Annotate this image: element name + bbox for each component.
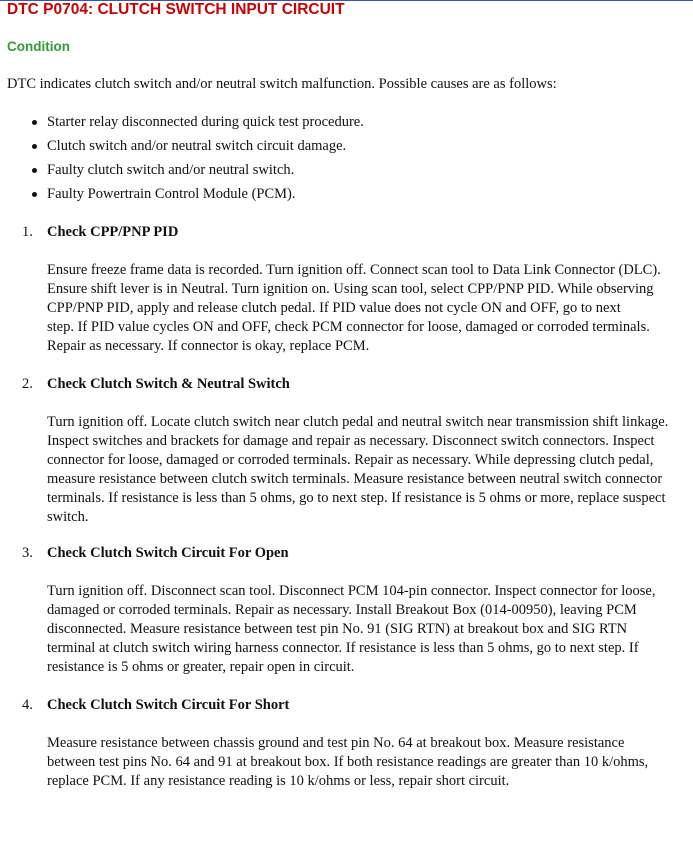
step-title: Check CPP/PNP PID xyxy=(47,224,179,240)
step-number: 3. xyxy=(22,545,33,561)
step-line: connector for loose, damaged or corroded terminals. Repair as necessary. While depressing clutch pedal, xyxy=(47,452,654,468)
step-number: 4. xyxy=(22,697,33,713)
condition-heading: Condition xyxy=(7,39,70,54)
step-body xyxy=(47,582,693,677)
step-line: terminal at clutch switch wiring harness connector. If resistance is less than 5 ohms, go to next step. If xyxy=(47,640,639,656)
step-number: 1. xyxy=(22,224,33,240)
step-line: Ensure freeze frame data is recorded. Turn ignition off. Connect scan tool to Data Link Connector (DLC). xyxy=(47,262,661,278)
cause-text: Starter relay disconnected during quick test procedure. xyxy=(47,114,364,130)
cause-text: Clutch switch and/or neutral switch circuit damage. xyxy=(47,138,347,154)
step-line: Inspect switches and brackets for damage and repair as necessary. Disconnect switch connectors. Inspect xyxy=(47,433,655,449)
step-line: terminals. If resistance is less than 5 ohms, go to next step. If resistance is 5 ohms or more, replace suspect xyxy=(47,490,666,506)
cause-item xyxy=(47,113,364,137)
step-line: CPP/PNP PID, apply and release clutch pedal. If PID value does not cycle ON and OFF, go to next xyxy=(47,300,621,316)
step-line: Ensure shift lever is in Neutral. Turn ignition on. Using scan tool, select CPP/PNP PID. While observing xyxy=(47,281,654,297)
step-line: Turn ignition off. Locate clutch switch near clutch pedal and neutral switch near transmission shift linkage. xyxy=(47,414,669,430)
step-line: damaged or corroded terminals. Repair as necessary. Install Breakout Box (014-00950), leaving PCM xyxy=(47,602,637,618)
bullet-icon xyxy=(32,144,37,149)
intro-paragraph: DTC indicates clutch switch and/or neutral switch malfunction. Possible causes are as follows: xyxy=(7,76,557,92)
cause-item xyxy=(47,161,364,185)
bullet-icon xyxy=(32,168,37,173)
page-title: DTC P0704: CLUTCH SWITCH INPUT CIRCUIT xyxy=(7,1,345,18)
step-line: Repair as necessary. If connector is okay, replace PCM. xyxy=(47,338,370,354)
step-line: replace PCM. If any resistance reading is 10 k/ohms or less, repair short circuit. xyxy=(47,773,510,789)
step-body xyxy=(47,413,693,527)
bullet-icon xyxy=(32,120,37,125)
bullet-icon xyxy=(32,192,37,197)
step-line: disconnected. Measure resistance between test pin No. 91 (SIG RTN) at breakout box and SIG RTN xyxy=(47,621,628,637)
step-title: Check Clutch Switch Circuit For Short xyxy=(47,697,290,713)
cause-text: Faulty Powertrain Control Module (PCM). xyxy=(47,186,296,202)
step-line: switch. xyxy=(47,509,89,525)
step-body xyxy=(47,261,693,356)
step-line: measure resistance between clutch switch terminals. Measure resistance between neutral switch connector xyxy=(47,471,663,487)
cause-item xyxy=(47,137,364,161)
step-line: resistance is 5 ohms or greater, repair open in circuit. xyxy=(47,659,355,675)
step-title: Check Clutch Switch Circuit For Open xyxy=(47,545,289,561)
cause-item xyxy=(47,185,364,209)
step-number: 2. xyxy=(22,376,33,392)
step-title: Check Clutch Switch & Neutral Switch xyxy=(47,376,290,392)
cause-text: Faulty clutch switch and/or neutral switch. xyxy=(47,162,295,178)
step-line: between test pins No. 64 and 91 at breakout box. If both resistance readings are greater than 10 k/ohms, xyxy=(47,754,649,770)
causes-list xyxy=(47,113,364,209)
step-line: Turn ignition off. Disconnect scan tool. Disconnect PCM 104-pin connector. Inspect connector for loose, xyxy=(47,583,656,599)
step-line: step. If PID value cycles ON and OFF, check PCM connector for loose, damaged or corroded terminals. xyxy=(47,319,650,335)
step-line: Measure resistance between chassis ground and test pin No. 64 at breakout box. Measure resistance xyxy=(47,735,625,751)
step-body xyxy=(47,734,693,791)
